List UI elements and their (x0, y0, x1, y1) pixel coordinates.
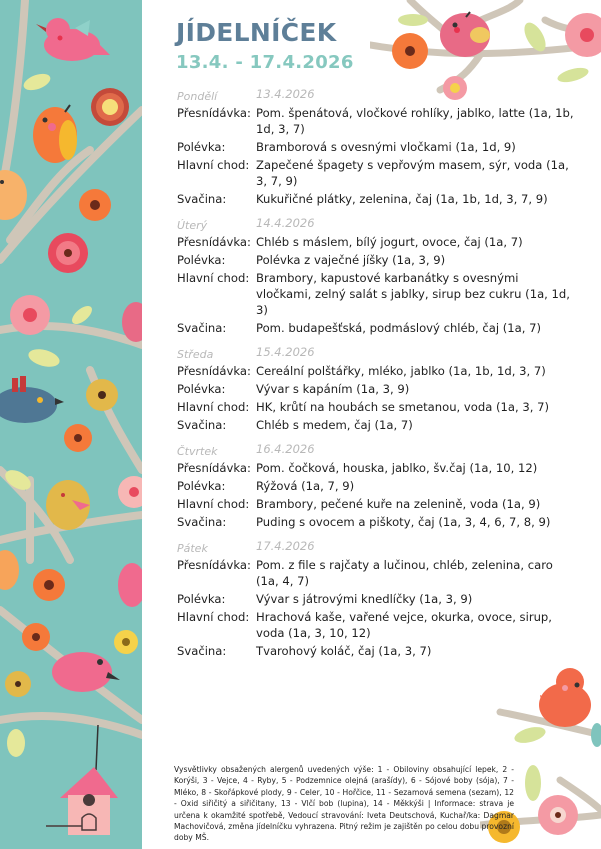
flower-icon (5, 671, 31, 697)
meal-value: Pom. budapešťská, podmáslový chléb, čaj (1a, 7) (256, 321, 542, 335)
flower-icon (79, 189, 111, 221)
day-wednesday (177, 345, 577, 433)
meal-value: Kukuřičné plátky, zelenina, čaj (1a, 1b, 1d, 3, 7, 9) (256, 192, 548, 206)
leaf-icon (398, 14, 428, 26)
meal-label: Svačina: (177, 192, 227, 206)
meal-value: Tvarohový koláč, čaj (1a, 3, 7) (256, 644, 432, 658)
day-name: Čtvrtek (177, 445, 218, 458)
flower-icon (48, 233, 88, 273)
day-monday (177, 87, 577, 207)
meal-row (177, 496, 577, 512)
meal-label: Přesnídávka: (177, 106, 251, 120)
meal-value: Cereální polštářky, mléko, jablko (1a, 1b, 1d, 3, 7) (256, 364, 546, 378)
meal-row (177, 478, 577, 494)
meal-row (177, 514, 577, 530)
bird-icon (33, 105, 77, 163)
meal-row (177, 139, 577, 155)
meal-label: Svačina: (177, 644, 227, 658)
leaf-icon (591, 723, 601, 747)
day-date: 17.4.2026 (256, 539, 315, 553)
meal-row (177, 191, 577, 207)
meal-label: Hlavní chod: (177, 158, 250, 172)
flower-icon (91, 88, 129, 126)
birds-and-branches-illustration (0, 0, 142, 849)
allergen-footnote: Vysvětlivky obsažených alergenů uvedených výše: 1 - Obiloviny obsahující lepek, 2 - Korýši, 3 - Vejce, 4 - Ryby, 5 - Podzemnice olejná (arašídy), 6 - Sójové boby (sója), 7 - Mléko, 8 - Skořápkové plody, 9 - Celer, 10 - Hořčice, 11 - Sezamová semena (sezam), 12 - Oxid siřičitý a siřičitany, 13 - Vlčí bob (lupina), 14 - Měkkýši | Informace: strava je určena k okamžité spotřebě, Vedoucí stravování: Iveta Deutschová, Kuchař/ka: Dagmar Machovičová, změna jídelníčku vyhrazena. Pitný režim je zajištěn po celou dobu provozní doby MŠ. (174, 765, 514, 843)
day-name: Pondělí (177, 90, 218, 103)
meal-label: Přesnídávka: (177, 558, 251, 572)
bird-icon (0, 376, 64, 423)
meal-row (177, 105, 577, 137)
meal-value: Rýžová (1a, 7, 9) (256, 479, 355, 493)
meal-value: Pom. z file s rajčaty a lučinou, chléb, zelenina, caro (1a, 4, 7) (256, 558, 553, 588)
meal-value: Polévka z vaječné jíšky (1a, 3, 9) (256, 253, 446, 267)
meal-label: Svačina: (177, 321, 227, 335)
leaf-icon (513, 724, 548, 746)
meal-label: Hlavní chod: (177, 400, 250, 414)
flower-icon (118, 476, 142, 508)
meal-row (177, 591, 577, 607)
day-name: Úterý (177, 219, 208, 232)
bird-icon (539, 668, 591, 727)
meal-label: Polévka: (177, 253, 226, 267)
meal-value: Chléb s medem, čaj (1a, 7) (256, 418, 413, 432)
bird-icon (46, 480, 90, 530)
flower-icon (86, 379, 118, 411)
meal-row (177, 609, 577, 641)
meal-label: Polévka: (177, 592, 226, 606)
day-date: 16.4.2026 (256, 442, 315, 456)
flower-icon (392, 33, 428, 69)
bird-icon (52, 652, 120, 692)
day-tuesday (177, 216, 577, 336)
date-range: 13.4. - 17.4.2026 (176, 52, 354, 73)
meal-label: Hlavní chod: (177, 271, 250, 285)
meal-value: Brambory, pečené kuře na zelenině, voda (1a, 9) (256, 497, 541, 511)
weekly-menu (177, 87, 577, 668)
meal-value: Pom. čočková, houska, jablko, šv.čaj (1a, 10, 12) (256, 461, 538, 475)
day-date: 15.4.2026 (256, 345, 315, 359)
bird-icon (0, 550, 19, 590)
birdhouse-icon (46, 725, 118, 835)
leaf-icon (556, 65, 590, 85)
day-friday (177, 539, 577, 659)
meal-label: Hlavní chod: (177, 610, 250, 624)
meal-label: Polévka: (177, 140, 226, 154)
flower-icon (10, 295, 50, 335)
meal-value: HK, krůtí na houbách se smetanou, voda (1a, 3, 7) (256, 400, 550, 414)
meal-value: Brambory, kapustové karbanátky s ovesnými vločkami, zelný salát s jablky, sirup bez cukru (1a, 1d, 3) (256, 271, 570, 317)
meal-value: Bramborová s ovesnými vločkami (1a, 1d, 9) (256, 140, 516, 154)
meal-value: Hrachová kaše, vařené vejce, okurka, ovoce, sirup, voda (1a, 3, 10, 12) (256, 610, 552, 640)
meal-row (177, 399, 577, 415)
meal-row (177, 363, 577, 379)
meal-row (177, 252, 577, 268)
meal-row (177, 234, 577, 250)
day-name: Středa (177, 348, 214, 361)
meal-value: Zapečené špagety s vepřovým masem, sýr, voda (1a, 3, 7, 9) (256, 158, 569, 188)
leaf-icon (26, 346, 61, 370)
leaf-icon (7, 729, 25, 757)
meal-label: Přesnídávka: (177, 364, 251, 378)
meal-label: Polévka: (177, 382, 226, 396)
meal-row (177, 643, 577, 659)
flower-icon (22, 623, 50, 651)
meal-label: Svačina: (177, 515, 227, 529)
flower-icon (538, 795, 578, 835)
meal-label: Hlavní chod: (177, 497, 250, 511)
bird-icon (0, 170, 27, 220)
meal-value: Chléb s máslem, bílý jogurt, ovoce, čaj (1a, 7) (256, 235, 523, 249)
bird-icon (36, 18, 110, 61)
flower-icon (114, 630, 138, 654)
meal-row (177, 557, 577, 589)
page-title: JÍDELNÍČEK (176, 18, 337, 47)
bird-icon (118, 563, 142, 607)
leaf-icon (525, 765, 541, 801)
flower-icon (64, 424, 92, 452)
meal-row (177, 381, 577, 397)
meal-label: Polévka: (177, 479, 226, 493)
meal-value: Pom. špenátová, vločkové rohlíky, jablko, latte (1a, 1b, 1d, 3, 7) (256, 106, 574, 136)
meal-row (177, 320, 577, 336)
meal-row (177, 270, 577, 318)
day-name: Pátek (177, 542, 208, 555)
day-thursday (177, 442, 577, 530)
meal-row (177, 417, 577, 433)
top-right-illustration (370, 0, 601, 100)
meal-label: Přesnídávka: (177, 461, 251, 475)
decorative-side-strip (0, 0, 142, 849)
leaf-icon (69, 303, 95, 328)
meal-value: Puding s ovocem a piškoty, čaj (1a, 3, 4, 6, 7, 8, 9) (256, 515, 551, 529)
meal-label: Svačina: (177, 418, 227, 432)
flower-icon (33, 569, 65, 601)
meal-value: Vývar s kapáním (1a, 3, 9) (256, 382, 410, 396)
meal-row (177, 157, 577, 189)
leaf-icon (21, 71, 52, 94)
meal-label: Přesnídávka: (177, 235, 251, 249)
meal-value: Vývar s játrovými knedlíčky (1a, 3, 9) (256, 592, 473, 606)
day-date: 14.4.2026 (256, 216, 315, 230)
day-date: 13.4.2026 (256, 87, 315, 101)
meal-row (177, 460, 577, 476)
